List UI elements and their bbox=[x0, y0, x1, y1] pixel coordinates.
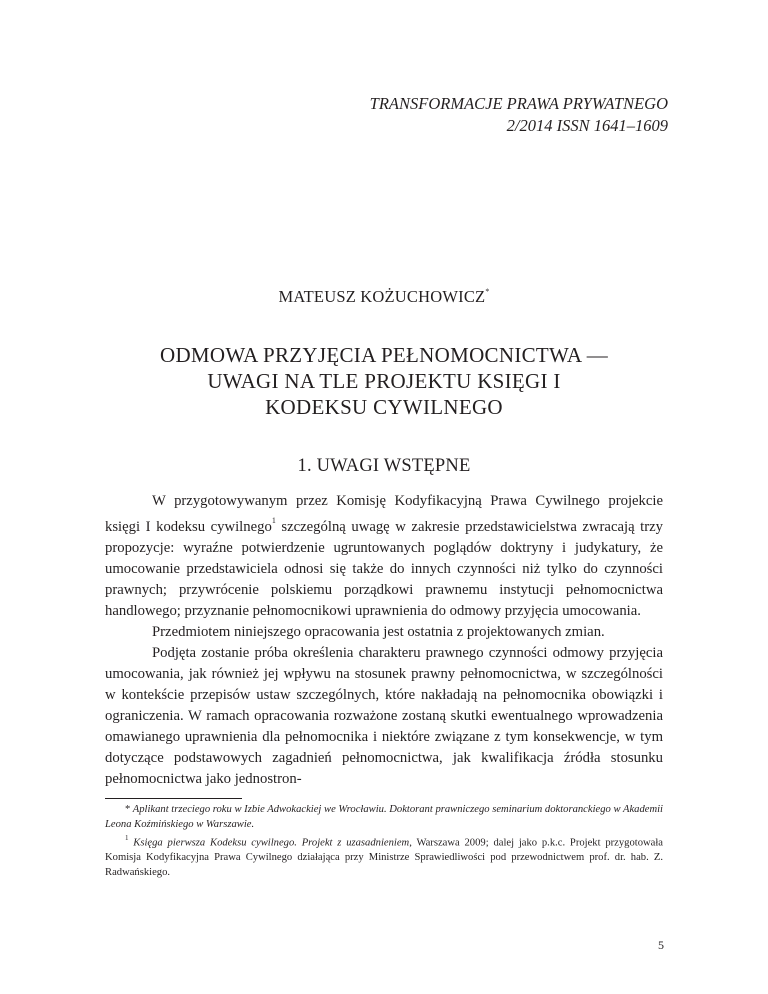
journal-issue: 2/2014 ISSN 1641–1609 bbox=[506, 116, 668, 135]
footnote-author-text: Aplikant trzeciego roku w Izbie Adwokackiej we Wrocławiu. Doktorant prawniczego seminarium doktoranckiego w Akademii Leona Koźmińskiego w Warszawie. bbox=[105, 804, 663, 830]
paragraph-1-text-b: szczególną uwagę w zakresie przedstawicielstwa zwracają trzy propozycje: wyraźne potwierdzenie ugruntowanych poglądów doktryny i judykatury, że umocowanie przedstawiciela odnosi się także do innych czynności niż tylko do czynności prawnych; przywrócenie polskiemu porządkowi prawnemu instytucji pełnomocnictwa handlowego; przyznanie pełnomocnikowi uprawnienia do odmowy przyjęcia umocowania. bbox=[105, 518, 663, 619]
author-footnote-mark[interactable]: * bbox=[485, 286, 490, 296]
paragraph-2: Przedmiotem niniejszego opracowania jest ostatnia z projektowanych zmian. bbox=[152, 623, 605, 640]
title-line-3: KODEKSU CYWILNEGO bbox=[265, 395, 503, 419]
footnote-author bbox=[105, 803, 663, 832]
paragraph-1 bbox=[105, 491, 663, 622]
journal-header bbox=[248, 93, 668, 137]
footnote-divider bbox=[105, 798, 242, 799]
footnote-1 bbox=[105, 832, 663, 880]
title-line-1: ODMOWA PRZYJĘCIA PEŁNOMOCNICTWA — bbox=[159, 343, 608, 367]
paragraph-1-text-a: W przygotowywanym przez Komisję Kodyfikacyjną Prawa Cywilnego projekcie księgi I kodeksu cywilnego bbox=[105, 493, 663, 535]
footnote-author-mark: * bbox=[125, 804, 131, 815]
page-number: 5 bbox=[658, 938, 664, 952]
footnote-ref-1[interactable]: 1 bbox=[271, 516, 276, 525]
paragraph-3: Podjęta zostanie próba określenia charakteru prawnego czynności odmowy przyjęcia umocowania, jak również jej wpływu na stosunek prawny pełnomocnictwa, w szczególności w kontekście przepisów ustaw szczególnych, które nakładają na pełnomocnika obowiązki i ograniczenia. W ramach opracowania rozważone zostaną skutki ewentualnego wprowadzenia omawianego uprawnienia dla pełnomocnika i niektóre związane z tym konsekwencje, w tym dotyczące podstawowych zagadnień pełnomocnictwa, jak kwalifikacja źródła stosunku pełnomocnictwa jako jednostron- bbox=[105, 644, 663, 787]
section-heading: 1. UWAGI WSTĘPNE bbox=[297, 456, 471, 476]
article-title bbox=[0, 342, 768, 420]
footnote-1-title: Księga pierwsza Kodeksu cywilnego. Projekt z uzasadnieniem bbox=[128, 837, 410, 849]
body-text bbox=[105, 491, 663, 790]
footnote-1-text: , Warszawa 2009; dalej jako p.k.c. Projekt przygotowała Komisja Kodyfikacyjna Prawa Cywilnego działająca przy Ministrze Sprawiedliwości pod przewodnictwem prof. dr. hab. Z. Radwańskiego. bbox=[105, 837, 663, 878]
footnote-1-mark: 1 bbox=[125, 834, 129, 842]
footnotes bbox=[105, 803, 663, 880]
title-line-2: UWAGI NA TLE PROJEKTU KSIĘGI I bbox=[207, 369, 561, 393]
journal-name: TRANSFORMACJE PRAWA PRYWATNEGO bbox=[369, 94, 668, 113]
author-line bbox=[0, 287, 768, 307]
author-name: MATEUSZ KOŻUCHOWICZ bbox=[278, 287, 486, 306]
